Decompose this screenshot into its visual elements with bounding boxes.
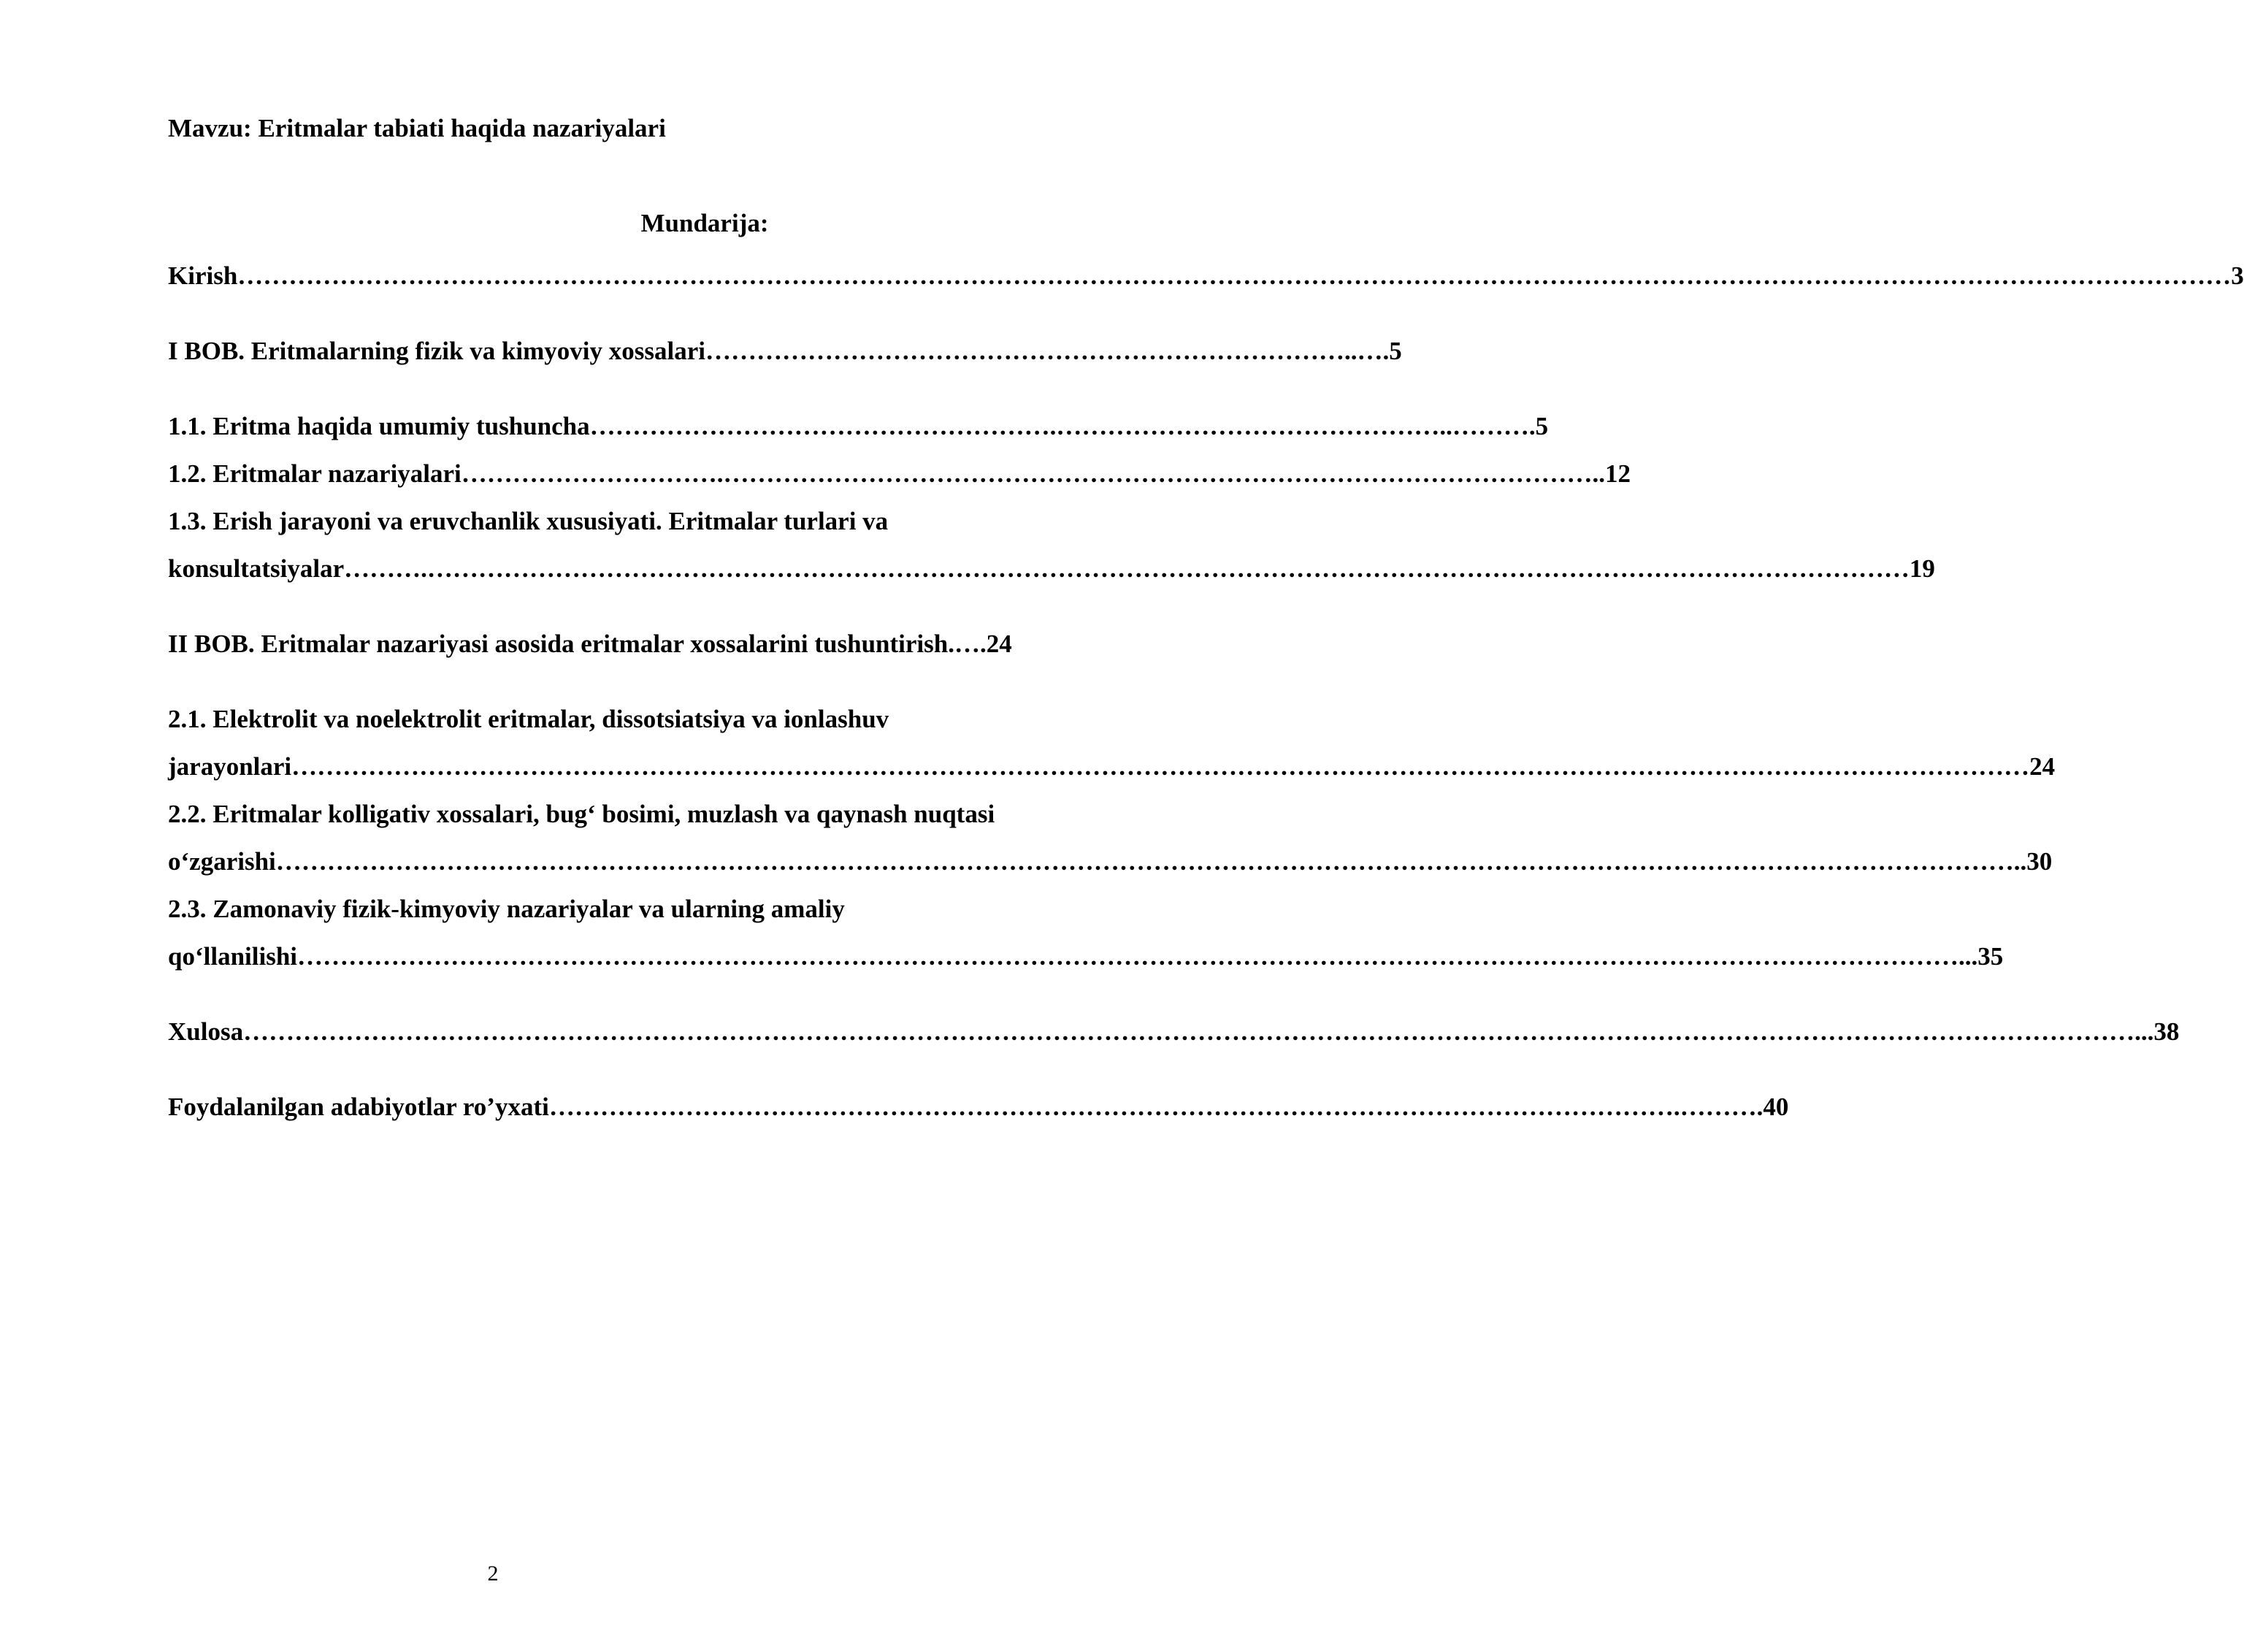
topic-title: Mavzu: Eritmalar tabiati haqida nazariyalari — [168, 114, 666, 142]
toc-entry-section-2-2-line-1: 2.2. Eritmalar kolligativ xossalari, bug‘ bosimi, muzlash va qaynash nuqtasi — [168, 800, 995, 828]
toc-entry-section-2-3-line-2: qo‘llanilishi……………………………………………………………………………………………………………………………………………………………………………...35 — [168, 942, 2004, 971]
spacer — [168, 980, 1088, 1008]
spacer — [168, 668, 1088, 695]
spacer — [168, 299, 1088, 327]
toc-entry-section-2-2-line-2: o‘zgarishi……………………………………………………………………………………………………………………………………………………………………………………..30 — [168, 847, 2053, 876]
toc-entry-section-2-3-line-1: 2.3. Zamonaviy fizik-kimyoviy nazariyalar va ularning amaliy — [168, 895, 845, 923]
toc-entry-section-2-1-line-2: jarayonlari……………………………………………………………………………………………………………………………………………………………………………………24 — [168, 752, 2056, 781]
toc-heading: Mundarija: — [640, 209, 769, 237]
toc-entry-xulosa: Xulosa……………………………………………………………………………………………………………………………………………………………………………………………………...38 — [168, 1017, 2180, 1046]
toc-entry-chapter-2: II BOB. Eritmalar nazariyasi asosida eritmalar xossalarini tushuntirish.….24 — [168, 630, 1012, 658]
toc-entry-section-1-3-line-2: konsultatsiyalar……….…………………………………………………………………………………………………………………………………………………………19 — [168, 554, 1935, 583]
spacer — [168, 1055, 1088, 1083]
toc-entry-section-2-1-line-1: 2.1. Elektrolit va noelektrolit eritmalar, dissotsiatsiya va ionlashuv — [168, 705, 889, 733]
toc-entry-chapter-1: I BOB. Eritmalarning fizik va kimyoviy xossalari…………………………………………………………………..….5 — [168, 337, 1402, 365]
toc-entry-section-1-1: 1.1. Eritma haqida umumiy tushuncha……………………………………………….………………………………………..……….5 — [168, 412, 1549, 440]
toc-entry-section-1-3-line-1: 1.3. Erish jarayoni va eruvchanlik xususiyati. Eritmalar turlari va — [168, 507, 889, 535]
toc-entry-adabiyotlar: Foydalanilgan adabiyotlar ro’yxati…………………………………………………………………………………………………………………….……….40 — [168, 1093, 1789, 1121]
spacer — [168, 592, 1088, 620]
toc-entry-kirish: Kirish………………………………………………………………………………………………………………………………………………………………………………………………………………3 — [168, 261, 2244, 290]
spacer — [168, 375, 1088, 402]
page-number: 2 — [487, 1561, 499, 1586]
page-content — [168, 110, 2244, 1131]
toc-entry-section-1-2: 1.2. Eritmalar nazariyalari………………………….…………………………………………………………………………………………..12 — [168, 459, 1631, 488]
